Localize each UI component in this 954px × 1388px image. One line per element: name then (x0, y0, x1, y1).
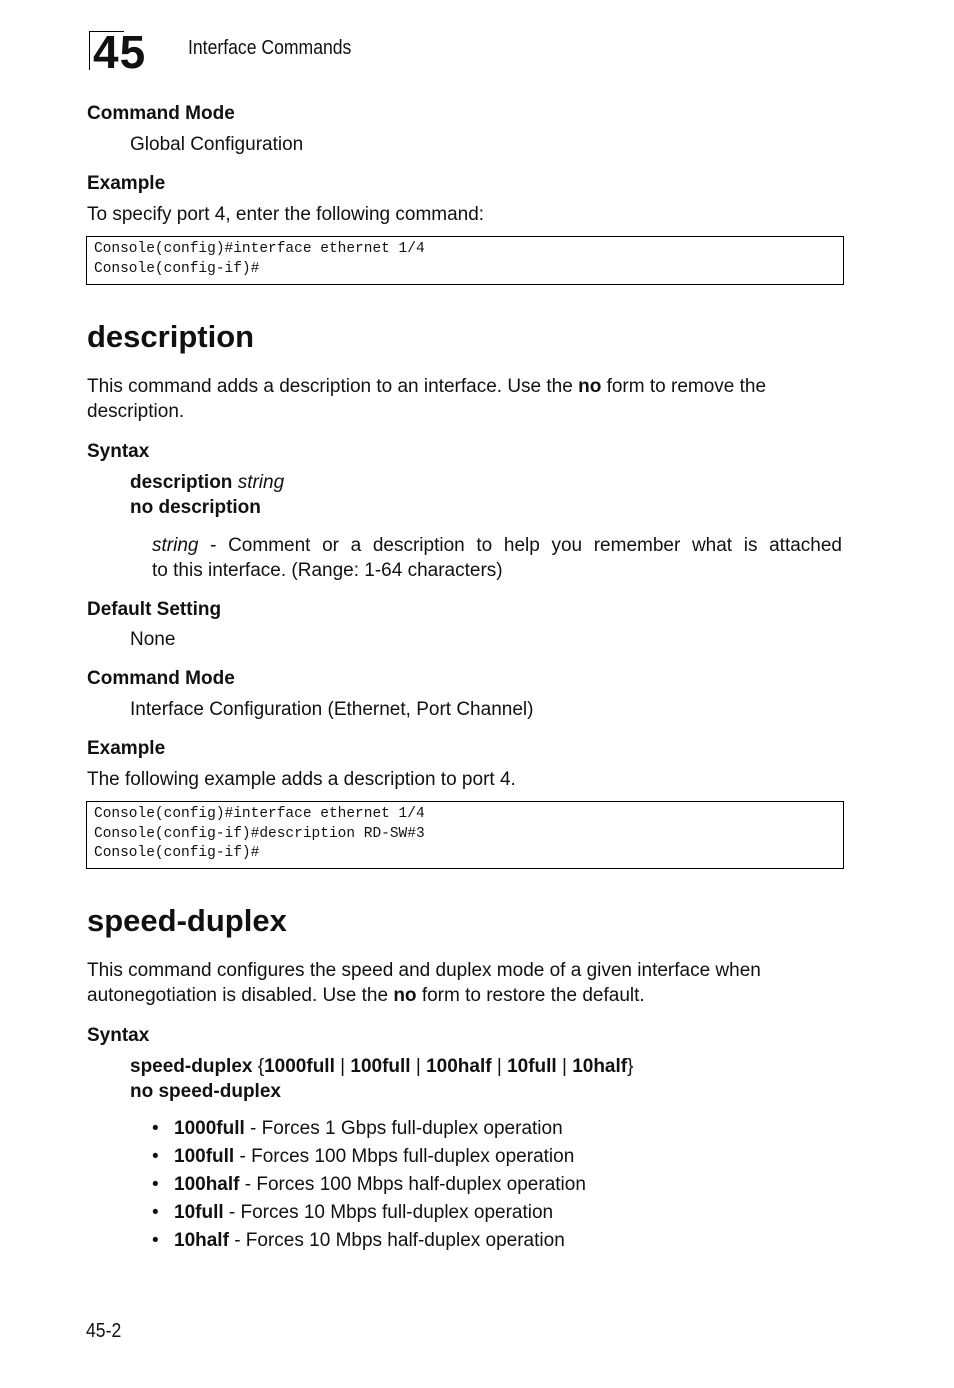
intro-text: This command adds a description to an interface. Use the (87, 376, 579, 397)
list-item (152, 1227, 586, 1255)
syntax-option: 100half (426, 1056, 492, 1077)
example-heading: Example (87, 738, 166, 759)
syntax-option: 10full (507, 1056, 557, 1077)
syntax-separator: | (556, 1056, 573, 1077)
syntax-brace: { (252, 1056, 265, 1077)
intro-text: description. (87, 401, 185, 422)
code-block (86, 801, 844, 869)
intro-text: autonegotiation is disabled. Use the (87, 985, 394, 1006)
option-name: 10half (174, 1230, 229, 1251)
option-description: - Forces 1 Gbps full-duplex operation (244, 1118, 563, 1139)
parameter-text: to this interface. (Range: 1-64 characters) (152, 560, 503, 581)
section-title-description: description (87, 319, 255, 354)
option-name: 100half (174, 1174, 240, 1195)
code-line: Console(config-if)# (94, 845, 260, 861)
option-description: - Forces 10 Mbps full-duplex operation (223, 1202, 554, 1223)
list-item (152, 1171, 586, 1199)
syntax-no-command: no speed-duplex (130, 1081, 281, 1102)
bullet-icon: • (152, 1146, 159, 1167)
option-list (152, 1115, 586, 1255)
command-mode-value: Interface Configuration (Ethernet, Port Channel) (130, 699, 534, 720)
syntax-option: 10half (572, 1056, 628, 1077)
no-keyword: no (393, 985, 417, 1006)
syntax-block (130, 1054, 633, 1104)
code-line: Console(config)#interface ethernet 1/4 (94, 241, 425, 257)
running-head: Interface Commands (188, 37, 352, 59)
page-number: 45-2 (86, 1320, 122, 1342)
command-mode-heading: Command Mode (87, 668, 235, 689)
list-item (152, 1115, 586, 1143)
example-text: To specify port 4, enter the following command: (87, 204, 485, 225)
syntax-separator: | (491, 1056, 508, 1077)
example-heading: Example (87, 173, 166, 194)
syntax-block (130, 470, 284, 520)
option-description: - Forces 10 Mbps half-duplex operation (228, 1230, 565, 1251)
parameter-description (152, 533, 842, 583)
syntax-command: description (130, 472, 233, 493)
command-mode-value: Global Configuration (130, 134, 304, 155)
option-name: 10full (174, 1202, 224, 1223)
syntax-no-command: no description (130, 497, 261, 518)
option-description: - Forces 100 Mbps half-duplex operation (239, 1174, 586, 1195)
syntax-heading: Syntax (87, 1025, 150, 1046)
option-name: 1000full (174, 1118, 245, 1139)
no-keyword: no (578, 376, 602, 397)
code-line: Console(config-if)# (94, 260, 260, 277)
list-item (152, 1199, 586, 1227)
code-line: Console(config-if)#description RD-SW#3 (94, 825, 425, 842)
syntax-option: 100full (350, 1056, 411, 1077)
bullet-icon: • (152, 1202, 159, 1223)
syntax-brace: } (627, 1056, 634, 1077)
bullet-icon: • (152, 1174, 159, 1195)
speed-duplex-intro (87, 958, 761, 1008)
syntax-argument: string (237, 472, 285, 493)
default-setting-heading: Default Setting (87, 599, 222, 620)
syntax-option: 1000full (264, 1056, 335, 1077)
parameter-text: - Comment or a description to help you remember what is attached (198, 535, 842, 556)
intro-text: This command configures the speed and duplex mode of a given interface when (87, 960, 761, 981)
syntax-heading: Syntax (87, 441, 150, 462)
parameter-name: string (152, 535, 199, 556)
option-name: 100full (174, 1146, 235, 1167)
intro-text: form to remove the (601, 376, 767, 397)
command-mode-heading: Command Mode (87, 103, 235, 124)
code-block (86, 236, 844, 285)
syntax-separator: | (334, 1056, 351, 1077)
syntax-command: speed-duplex (130, 1056, 253, 1077)
example-text: The following example adds a description to port 4. (87, 769, 516, 790)
option-description: - Forces 100 Mbps full-duplex operation (234, 1146, 575, 1167)
description-intro (87, 374, 766, 424)
intro-text: form to restore the default. (416, 985, 645, 1006)
section-title-speed-duplex: speed-duplex (87, 903, 287, 938)
syntax-separator: | (410, 1056, 427, 1077)
bullet-icon: • (152, 1118, 159, 1139)
code-line: Console(config)#interface ethernet 1/4 (94, 806, 425, 822)
list-item (152, 1143, 586, 1171)
chapter-number: 45 (93, 26, 147, 78)
bullet-icon: • (152, 1230, 159, 1251)
default-setting-value: None (130, 629, 176, 650)
